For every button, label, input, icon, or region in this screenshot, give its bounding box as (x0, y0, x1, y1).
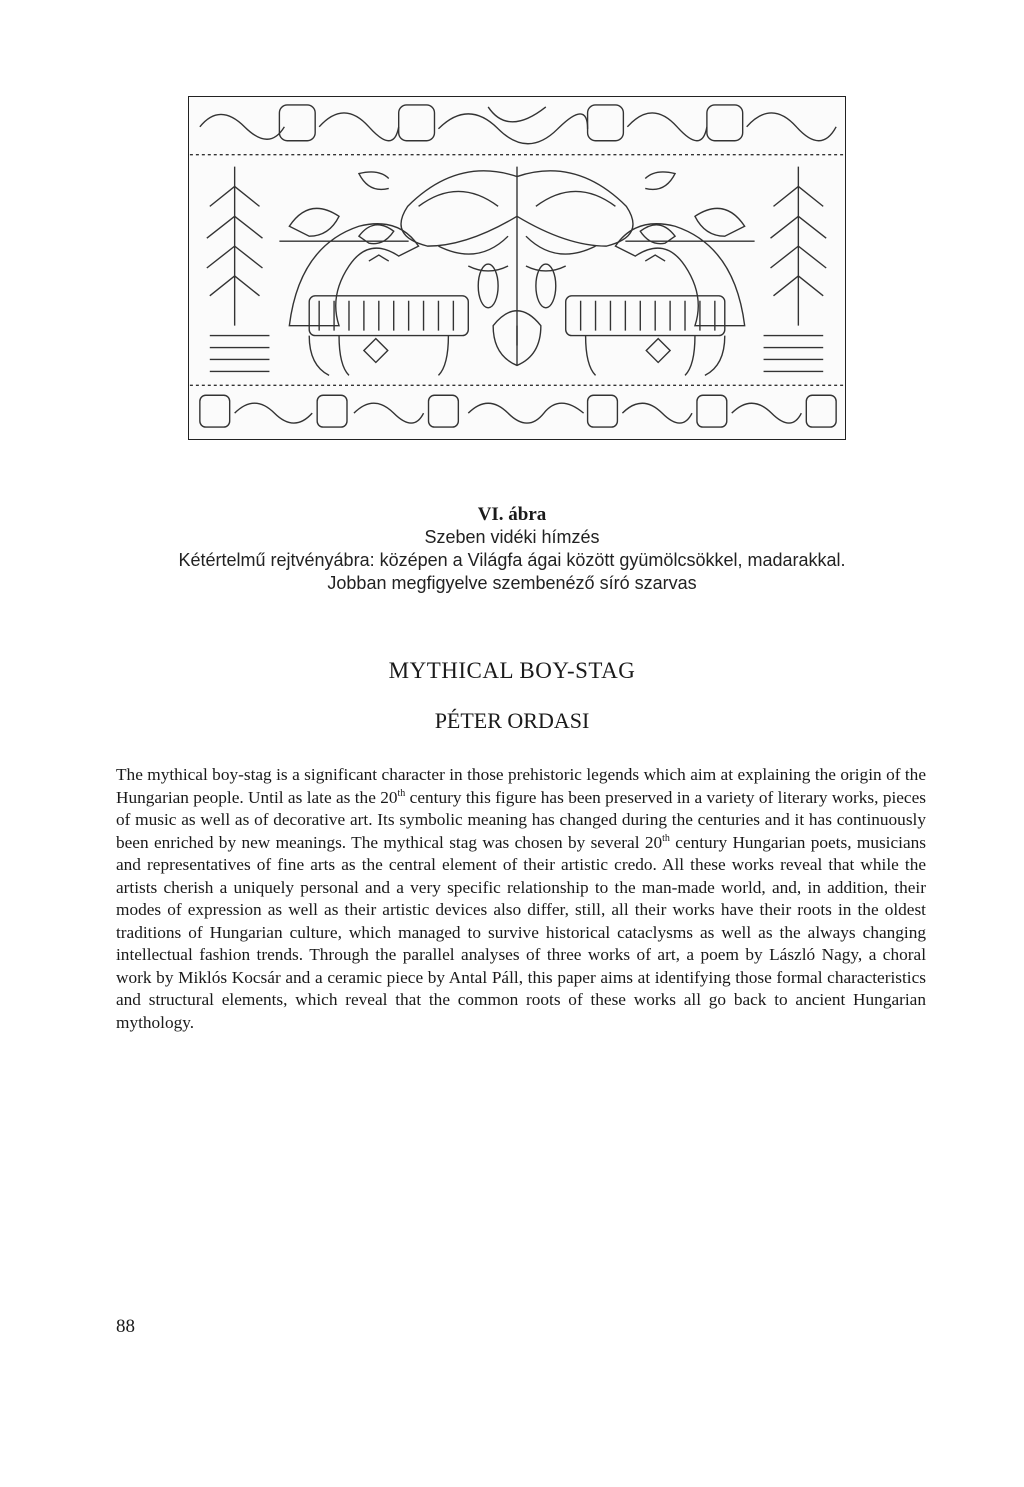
embroidery-figure (188, 96, 846, 440)
abstract-text-1: The mythical boy-stag is a significant character in those prehistoric legends which aim at explaining the origin of the Hungarian people. Until as late as the 20 (116, 765, 926, 807)
ordinal-superscript: th (397, 787, 406, 799)
abstract-text-2: century this figure has been preserved in a variety of literary works, pieces of music as well as of decorative art. Its symbolic meaning has changed during the centuries and it has continuously been enriched by new meanings. The mythical stag was chosen by several 20 (116, 787, 926, 852)
figure-caption (0, 503, 1024, 595)
figure-description-line-1: Kétértelmű rejtvényábra: középen a Világfa ágai között gyümölcsökkel, madarakkal. (178, 550, 846, 570)
bottom-frieze (200, 395, 836, 427)
article-author: PÉTER ORDASI (434, 708, 590, 733)
page-number: 88 (116, 1316, 135, 1337)
figure-label: VI. ábra (477, 504, 547, 525)
ordinal-superscript: th (662, 832, 670, 844)
article-abstract (116, 764, 926, 1034)
article-title: MYTHICAL BOY-STAG (388, 658, 636, 683)
figure-description-line-2: Jobban megfigyelve szembenéző síró szarvas (327, 573, 697, 593)
figure-subtitle: Szeben vidéki hímzés (424, 527, 600, 547)
abstract-text-3: century Hungarian poets, musicians and representatives of fine arts as the central element of their artistic credo. All these works reveal that while the artists cherish a uniquely personal and a very specific relationship to the man-made world, and, in addition, their modes of expression as well as their artistic devices also differ, still, all their works have their roots in the oldest traditions of Hungarian culture, which managed to survive historical cataclysms as well as the always changing intellectual fashion trends. Through the parallel analyses of three works of art, a poem by László Nagy, a choral work by Miklós Kocsár and a ceramic piece by Antal Páll, this paper aims at identifying those formal characteristics and structural elements, which reveal that the common roots of these works all go back to ancient Hungarian mythology. (116, 832, 926, 1032)
top-frieze (200, 105, 836, 144)
